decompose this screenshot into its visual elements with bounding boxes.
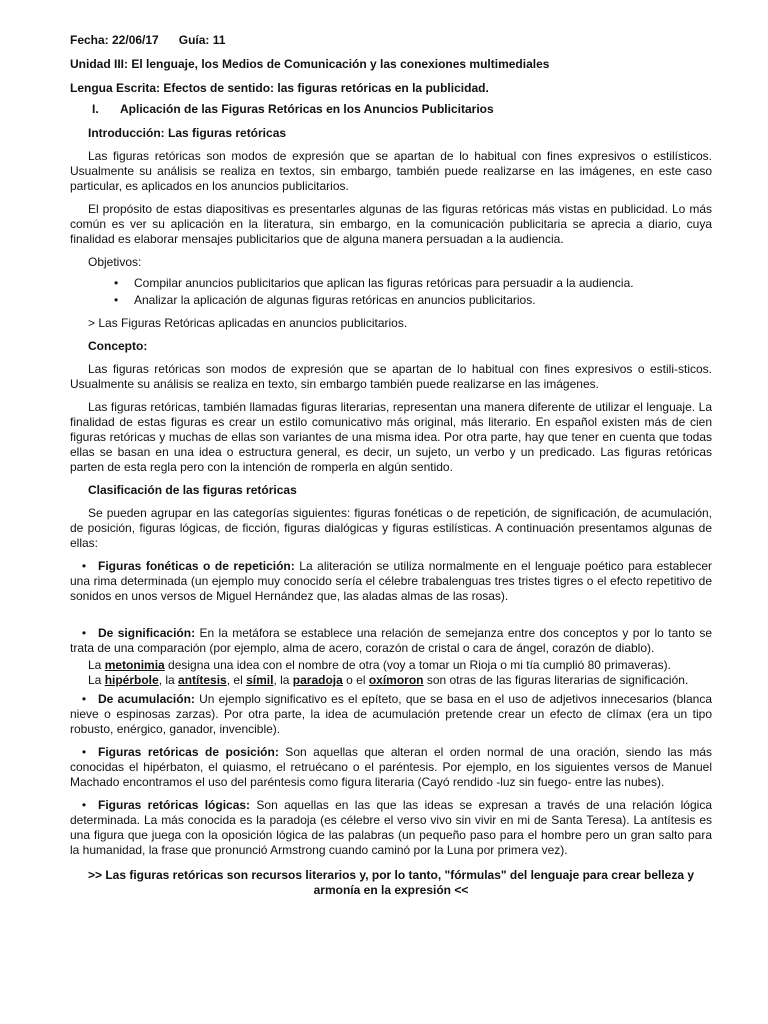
bullet-icon: • (114, 293, 119, 307)
intro-paragraph-1: Las figuras retóricas son modos de expresión que se apartan de lo habitual con fines expresivos o estilísticos. Usualmente su análisis se realiza en textos, sin embargo, también puede realizarse en las imágenes, en este caso particular, es aplicados en los anuncios publicitarios. (70, 149, 712, 193)
other-figures-line: La hipérbole, la antítesis, el símil, la paradoja o el oxímoron son otras de las figuras literarias de significación. (88, 673, 689, 687)
phonetic-figures-item (70, 559, 712, 604)
signification-item (70, 626, 712, 656)
guide-text: Guía: 11 (178, 33, 226, 47)
concept-heading: Concepto: (88, 339, 148, 353)
simile-term: símil (246, 673, 274, 687)
accumulation-item (70, 692, 712, 737)
objectives-list (70, 276, 712, 308)
list-item: • Analizar la aplicación de algunas figuras retóricas en anuncios publicitarios. (114, 293, 536, 307)
section-heading (92, 102, 712, 117)
signification-text: En la metáfora se establece una relación de semejanza entre dos conceptos y por lo tanto se trata de una comparación (por ejemplo, alma de acero, corazón de cristal o cara de ángel, corazón de diablo). (70, 626, 712, 655)
classification-heading: Clasificación de las figuras retóricas (88, 483, 297, 497)
list-item: • Compilar anuncios publicitarios que aplican las figuras retóricas para persuadir a la audiencia. (114, 276, 634, 290)
accumulation-label: De acumulación: (98, 692, 195, 706)
classification-intro: Se pueden agrupar en las categorías siguientes: figuras fonéticas o de repetición, de significación, de acumulación, de posición, figuras lógicas, de ficción, figuras dialógicas y figuras estilísticas. A continuación presentamos algunas de ellas: (70, 506, 712, 550)
hyperbole-term: hipérbole (104, 673, 159, 687)
concept-paragraph-1: Las figuras retóricas son modos de expresión que se apartan de lo habitual con fines expresivos o estili-sticos. Usualmente su análisis se realiza en texto, sin embargo también puede realizarse en las imágenes. (70, 362, 712, 391)
bullet-icon: • (81, 692, 87, 706)
bullet-icon: • (114, 276, 119, 290)
paradox-term: paradoja (292, 673, 343, 687)
concept-paragraph-2: Las figuras retóricas, también llamadas figuras literarias, representan una manera diferente de utilizar el lenguaje. La finalidad de estas figuras es crear un estilo comunicativo más original, más literario. En español existen más de cien figuras retóricas y muchas de ellas son variantes de una misma idea. Por otra parte, hay que tener en cuenta que todas ellas se basan en una idea o estructura general, es decir, un sujeto, un verbo y un predicado. Las figuras retóricas parten de esta regla pero con la intención de romperla en algún sentido. (70, 400, 712, 474)
intro-paragraph-2: El propósito de estas diapositivas es presentarles algunas de las figuras retóricas más vistas en publicidad. Lo más común es ver su aplicación en la literatura, sin embargo, en la comunicación publicitaria se aprecia a diario, cuya finalidad es elaborar mensajes publicitarios que de alguna manera persuadan a la audiencia. (70, 202, 712, 246)
spacer (70, 612, 712, 626)
closing-statement: >> Las figuras retóricas son recursos literarios y, por lo tanto, "fórmulas" del lenguaje para crear belleza y armonía en la expresión << (87, 868, 695, 897)
position-text: Son aquellas que alteran el orden normal de una oración, siendo las más conocidas el hipérbaton, el quiasmo, el retruécano o el paréntesis. Por ejemplo, en los siguientes versos de Manuel Machado encontramos el uso del paréntesis como figura literaria (Cayó rendido -luz sin fuego- entre las nubes). (70, 745, 713, 789)
date-guide-line (70, 33, 712, 48)
position-label: Figuras retóricas de posición: (98, 745, 279, 759)
bullet-icon: • (81, 626, 87, 640)
section-numeral: I. (92, 102, 99, 116)
logical-label: Figuras retóricas lógicas: (98, 798, 251, 812)
metonymy-line: La metonimia designa una idea con el nombre de otra (voy a tomar un Rioja o mi tía cumplió 80 primaveras). (88, 658, 671, 672)
logical-text: Son aquellas en las que las ideas se expresan a través de una relación lógica determinada. La más conocida es la paradoja (es célebre el verso vivo sin vivir en mi de Santa Teresa). La antítesis es una figura que juega con la oposición lógica de las palabras (un pequeño paso para el hombre pero un gran salto para la humanidad, la frase que pronunció Armstrong cuando caminó por la Luna por primera vez). (70, 798, 712, 857)
lesson-title: Lengua Escrita: Efectos de sentido: las figuras retóricas en la publicidad. (70, 81, 489, 95)
oxymoron-term: oxímoron (368, 673, 424, 687)
metonymy-term: metonimia (104, 658, 165, 672)
signification-label: De significación: (98, 626, 196, 640)
intro-heading: Introducción: Las figuras retóricas (88, 126, 287, 140)
objectives-heading: Objetivos: (88, 255, 142, 269)
figures-link-line: > Las Figuras Retóricas aplicadas en anuncios publicitarios. (88, 316, 408, 330)
logical-figures-item (70, 798, 712, 858)
phonetic-text: La aliteración se utiliza normalmente en el lenguaje poético para establecer una rima determinada (un ejemplo muy conocido sería el célebre trabalenguas tres tristes tigres o el efecto repetitivo de sonidos en unos versos de Miguel Hernández que, las aladas almas de las rosas). (70, 559, 712, 603)
bullet-icon: • (81, 798, 87, 812)
accumulation-text: Un ejemplo significativo es el epíteto, que se basa en el uso de adjetivos innecesarios (blanca nieve o espinosas zarzas). Por otra parte, la idea de acumulación pretende crear un efecto de clímax (era un tipo robusto, enérgico, ganador, invencible). (70, 692, 712, 736)
antithesis-term: antítesis (178, 673, 227, 687)
bullet-icon: • (81, 745, 87, 759)
section-title: Aplicación de las Figuras Retóricas en los Anuncios Publicitarios (120, 102, 494, 116)
unit-title: Unidad III: El lenguaje, los Medios de Comunicación y las conexiones multimediales (70, 57, 550, 71)
phonetic-label: Figuras fonéticas o de repetición: (98, 559, 295, 573)
position-figures-item (70, 745, 712, 790)
bullet-icon: • (81, 559, 87, 573)
date-text: Fecha: 22/06/17 (70, 33, 159, 47)
